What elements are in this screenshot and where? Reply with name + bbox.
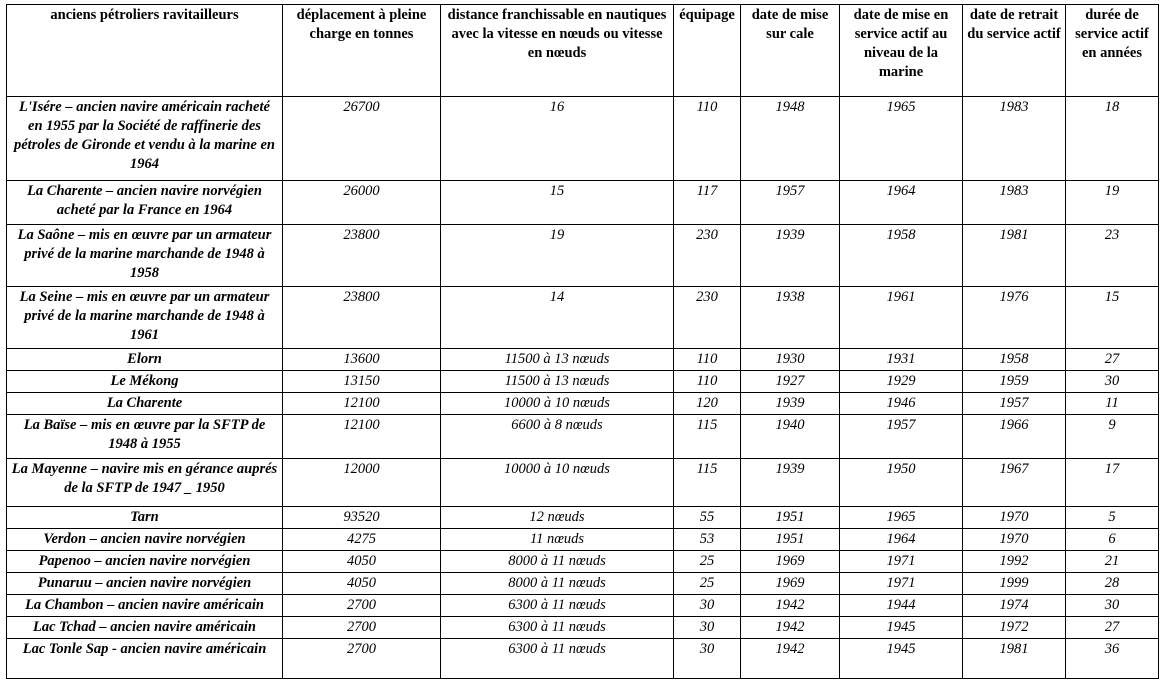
header-keel-date: date de mise sur cale bbox=[741, 5, 840, 97]
cell-range: 6300 à 11 nœuds bbox=[441, 617, 674, 639]
cell-ship-name: La Chambon – ancien navire américain bbox=[7, 595, 283, 617]
cell-range: 6300 à 11 nœuds bbox=[441, 595, 674, 617]
cell-range: 10000 à 10 nœuds bbox=[441, 393, 674, 415]
cell-service-years: 6 bbox=[1066, 529, 1159, 551]
table-row bbox=[7, 225, 1159, 287]
header-range: distance franchissable en nautiques avec la vitesse en nœuds ou vitesse en nœuds bbox=[441, 5, 674, 97]
cell-keel-date: 1951 bbox=[741, 529, 840, 551]
cell-keel-date: 1942 bbox=[741, 639, 840, 679]
cell-keel-date: 1938 bbox=[741, 287, 840, 349]
cell-service-years: 19 bbox=[1066, 181, 1159, 225]
cell-retirement-date: 1970 bbox=[963, 529, 1066, 551]
cell-displacement: 23800 bbox=[283, 225, 441, 287]
cell-retirement-date: 1983 bbox=[963, 181, 1066, 225]
table-row bbox=[7, 181, 1159, 225]
cell-service-date: 1944 bbox=[840, 595, 963, 617]
cell-retirement-date: 1974 bbox=[963, 595, 1066, 617]
cell-keel-date: 1939 bbox=[741, 459, 840, 507]
cell-displacement: 13150 bbox=[283, 371, 441, 393]
cell-range: 15 bbox=[441, 181, 674, 225]
cell-service-date: 1945 bbox=[840, 617, 963, 639]
cell-crew: 30 bbox=[674, 617, 741, 639]
cell-keel-date: 1942 bbox=[741, 617, 840, 639]
cell-range: 6600 à 8 nœuds bbox=[441, 415, 674, 459]
cell-service-date: 1957 bbox=[840, 415, 963, 459]
cell-range: 11500 à 13 nœuds bbox=[441, 349, 674, 371]
cell-crew: 117 bbox=[674, 181, 741, 225]
cell-keel-date: 1942 bbox=[741, 595, 840, 617]
cell-range: 6300 à 11 nœuds bbox=[441, 639, 674, 679]
table-row bbox=[7, 595, 1159, 617]
cell-retirement-date: 1992 bbox=[963, 551, 1066, 573]
cell-retirement-date: 1999 bbox=[963, 573, 1066, 595]
table-row bbox=[7, 617, 1159, 639]
cell-ship-name: Punaruu – ancien navire norvégien bbox=[7, 573, 283, 595]
cell-displacement: 2700 bbox=[283, 639, 441, 679]
cell-service-date: 1971 bbox=[840, 573, 963, 595]
cell-service-years: 27 bbox=[1066, 349, 1159, 371]
cell-retirement-date: 1983 bbox=[963, 97, 1066, 181]
cell-crew: 110 bbox=[674, 97, 741, 181]
cell-retirement-date: 1976 bbox=[963, 287, 1066, 349]
cell-keel-date: 1969 bbox=[741, 573, 840, 595]
cell-service-years: 28 bbox=[1066, 573, 1159, 595]
cell-range: 11 nœuds bbox=[441, 529, 674, 551]
cell-service-date: 1961 bbox=[840, 287, 963, 349]
cell-crew: 55 bbox=[674, 507, 741, 529]
cell-displacement: 12000 bbox=[283, 459, 441, 507]
cell-ship-name: Le Mékong bbox=[7, 371, 283, 393]
cell-retirement-date: 1966 bbox=[963, 415, 1066, 459]
cell-ship-name: La Mayenne – navire mis en gérance auprés de la SFTP de 1947 _ 1950 bbox=[7, 459, 283, 507]
table-row bbox=[7, 371, 1159, 393]
cell-displacement: 12100 bbox=[283, 415, 441, 459]
cell-service-years: 30 bbox=[1066, 595, 1159, 617]
cell-service-years: 23 bbox=[1066, 225, 1159, 287]
cell-service-years: 5 bbox=[1066, 507, 1159, 529]
cell-crew: 115 bbox=[674, 459, 741, 507]
cell-ship-name: Verdon – ancien navire norvégien bbox=[7, 529, 283, 551]
table-row bbox=[7, 349, 1159, 371]
cell-keel-date: 1927 bbox=[741, 371, 840, 393]
cell-keel-date: 1930 bbox=[741, 349, 840, 371]
cell-ship-name: La Charente bbox=[7, 393, 283, 415]
cell-ship-name: La Seine – mis en œuvre par un armateur privé de la marine marchande de 1948 à 1961 bbox=[7, 287, 283, 349]
cell-range: 8000 à 11 nœuds bbox=[441, 573, 674, 595]
cell-displacement: 4050 bbox=[283, 551, 441, 573]
table-row bbox=[7, 573, 1159, 595]
cell-keel-date: 1939 bbox=[741, 225, 840, 287]
cell-ship-name: Tarn bbox=[7, 507, 283, 529]
cell-keel-date: 1948 bbox=[741, 97, 840, 181]
cell-displacement: 12100 bbox=[283, 393, 441, 415]
cell-ship-name: Lac Tonle Sap - ancien navire américain bbox=[7, 639, 283, 679]
cell-ship-name: Papenoo – ancien navire norvégien bbox=[7, 551, 283, 573]
cell-service-years: 17 bbox=[1066, 459, 1159, 507]
cell-displacement: 2700 bbox=[283, 595, 441, 617]
cell-service-date: 1964 bbox=[840, 529, 963, 551]
cell-service-years: 27 bbox=[1066, 617, 1159, 639]
cell-displacement: 2700 bbox=[283, 617, 441, 639]
table-row bbox=[7, 639, 1159, 679]
cell-keel-date: 1940 bbox=[741, 415, 840, 459]
cell-range: 19 bbox=[441, 225, 674, 287]
cell-service-years: 21 bbox=[1066, 551, 1159, 573]
table-row bbox=[7, 393, 1159, 415]
cell-crew: 25 bbox=[674, 573, 741, 595]
cell-displacement: 23800 bbox=[283, 287, 441, 349]
cell-retirement-date: 1970 bbox=[963, 507, 1066, 529]
table-row bbox=[7, 415, 1159, 459]
cell-ship-name: La Baïse – mis en œuvre par la SFTP de 1948 à 1955 bbox=[7, 415, 283, 459]
cell-crew: 30 bbox=[674, 595, 741, 617]
cell-keel-date: 1969 bbox=[741, 551, 840, 573]
table-row bbox=[7, 529, 1159, 551]
cell-crew: 115 bbox=[674, 415, 741, 459]
table-row bbox=[7, 459, 1159, 507]
cell-range: 12 nœuds bbox=[441, 507, 674, 529]
cell-crew: 110 bbox=[674, 349, 741, 371]
cell-service-years: 18 bbox=[1066, 97, 1159, 181]
cell-retirement-date: 1981 bbox=[963, 225, 1066, 287]
cell-service-date: 1971 bbox=[840, 551, 963, 573]
cell-service-date: 1945 bbox=[840, 639, 963, 679]
cell-service-years: 30 bbox=[1066, 371, 1159, 393]
cell-service-date: 1931 bbox=[840, 349, 963, 371]
cell-ship-name: L'Isére – ancien navire américain racheté en 1955 par la Société de raffinerie des pétroles de Gironde et vendu à la marine en 1964 bbox=[7, 97, 283, 181]
cell-service-date: 1965 bbox=[840, 507, 963, 529]
cell-range: 10000 à 10 nœuds bbox=[441, 459, 674, 507]
cell-crew: 230 bbox=[674, 287, 741, 349]
cell-displacement: 26700 bbox=[283, 97, 441, 181]
header-service-years: durée de service actif en années bbox=[1066, 5, 1159, 97]
cell-retirement-date: 1957 bbox=[963, 393, 1066, 415]
cell-displacement: 26000 bbox=[283, 181, 441, 225]
cell-displacement: 4275 bbox=[283, 529, 441, 551]
header-retirement-date: date de retrait du service actif bbox=[963, 5, 1066, 97]
cell-service-date: 1965 bbox=[840, 97, 963, 181]
cell-retirement-date: 1972 bbox=[963, 617, 1066, 639]
cell-retirement-date: 1959 bbox=[963, 371, 1066, 393]
cell-range: 16 bbox=[441, 97, 674, 181]
cell-ship-name: La Saône – mis en œuvre par un armateur privé de la marine marchande de 1948 à 1958 bbox=[7, 225, 283, 287]
table-row bbox=[7, 507, 1159, 529]
cell-service-date: 1964 bbox=[840, 181, 963, 225]
cell-crew: 25 bbox=[674, 551, 741, 573]
cell-keel-date: 1951 bbox=[741, 507, 840, 529]
header-displacement: déplacement à pleine charge en tonnes bbox=[283, 5, 441, 97]
header-crew: équipage bbox=[674, 5, 741, 97]
cell-crew: 120 bbox=[674, 393, 741, 415]
table-row bbox=[7, 551, 1159, 573]
cell-service-date: 1958 bbox=[840, 225, 963, 287]
cell-displacement: 93520 bbox=[283, 507, 441, 529]
cell-range: 11500 à 13 nœuds bbox=[441, 371, 674, 393]
cell-service-date: 1946 bbox=[840, 393, 963, 415]
cell-keel-date: 1939 bbox=[741, 393, 840, 415]
cell-service-years: 36 bbox=[1066, 639, 1159, 679]
cell-retirement-date: 1958 bbox=[963, 349, 1066, 371]
cell-service-date: 1929 bbox=[840, 371, 963, 393]
cell-service-date: 1950 bbox=[840, 459, 963, 507]
cell-crew: 30 bbox=[674, 639, 741, 679]
cell-ship-name: Elorn bbox=[7, 349, 283, 371]
cell-service-years: 15 bbox=[1066, 287, 1159, 349]
cell-keel-date: 1957 bbox=[741, 181, 840, 225]
cell-crew: 230 bbox=[674, 225, 741, 287]
cell-service-years: 11 bbox=[1066, 393, 1159, 415]
cell-crew: 110 bbox=[674, 371, 741, 393]
cell-displacement: 4050 bbox=[283, 573, 441, 595]
cell-ship-name: Lac Tchad – ancien navire américain bbox=[7, 617, 283, 639]
table-row bbox=[7, 287, 1159, 349]
cell-displacement: 13600 bbox=[283, 349, 441, 371]
cell-range: 8000 à 11 nœuds bbox=[441, 551, 674, 573]
header-service-date: date de mise en service actif au niveau de la marine bbox=[840, 5, 963, 97]
cell-retirement-date: 1981 bbox=[963, 639, 1066, 679]
header-row bbox=[7, 5, 1159, 97]
table-row bbox=[7, 97, 1159, 181]
cell-range: 14 bbox=[441, 287, 674, 349]
cell-crew: 53 bbox=[674, 529, 741, 551]
tankers-table bbox=[6, 4, 1159, 679]
cell-retirement-date: 1967 bbox=[963, 459, 1066, 507]
cell-ship-name: La Charente – ancien navire norvégien acheté par la France en 1964 bbox=[7, 181, 283, 225]
cell-service-years: 9 bbox=[1066, 415, 1159, 459]
header-ship-name: anciens pétroliers ravitailleurs bbox=[7, 5, 283, 97]
